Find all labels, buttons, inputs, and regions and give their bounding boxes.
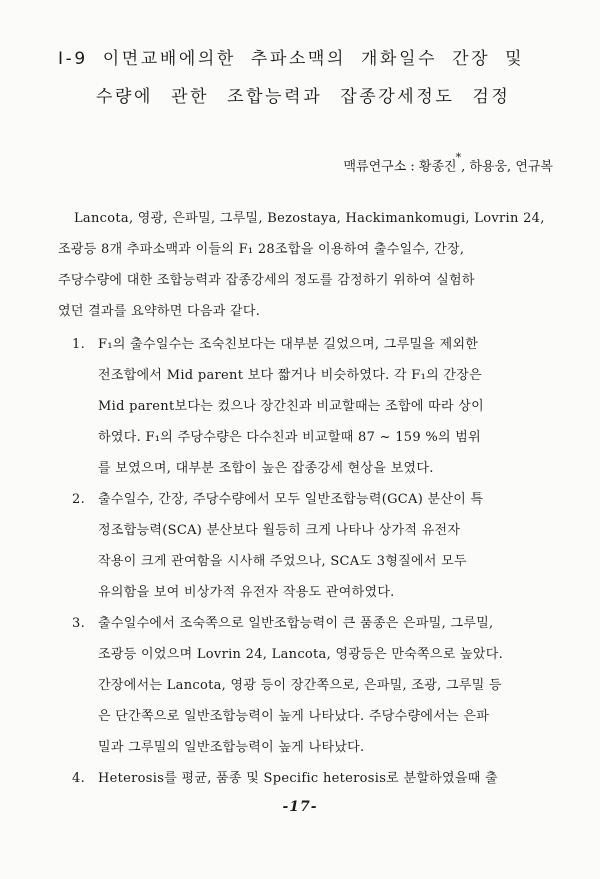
finding-item-2 [72,488,562,612]
finding-line: 은 단간쪽으로 일반조합능력이 높게 나타났다. 주당수량에서는 은파 [98,709,490,724]
finding-item-4 [72,767,562,798]
finding-line: Heterosis를 평균, 품종 및 Specific heterosis로 분할하였을때 출 [98,771,498,786]
finding-line: 를 보였으며, 대부분 조합이 높은 잡종강세 현상을 보였다. [98,461,434,476]
author-coauthors: , 하용웅, 연규복 [461,159,553,175]
finding-line: 조광등 이었으며 Lovrin 24, Lancota, 영광등은 만숙쪽으로 높았다. [98,647,504,662]
finding-line: 유의함을 보여 비상가적 유전자 작용도 관여하였다. [98,585,395,600]
title-line-2: 수량에 관한 조합능력과 잡종강세정도 검정 [96,87,511,107]
intro-paragraph [58,207,558,331]
intro-line: 조광등 8개 추파소맥과 이들의 F₁ 28조합을 이용하여 출수일수, 간장, [58,242,465,257]
intro-line: 주당수량에 대한 조합능력과 잡종강세의 정도를 감정하기 위하여 실험하 [58,273,475,288]
finding-number: 4. [72,771,86,786]
author-line [343,151,554,175]
corresponding-author-marker: * [455,151,462,164]
finding-line: 출수일수, 간장, 주당수량에서 모두 일반조합능력(GCA) 분산이 특 [98,492,484,507]
finding-item-3 [72,612,562,767]
title-line-1: I-9 이면교배에의한 추파소맥의 개화일수 간장 및 [58,49,525,69]
finding-line: F₁의 출수일수는 조숙친보다는 대부분 길었으며, 그루밀을 제외한 [98,337,479,352]
finding-line: 간장에서는 Lancota, 영광 등이 장간쪽으로, 은파밀, 조광, 그루밀 등 [98,678,502,693]
finding-line: 전조합에서 Mid parent 보다 짧거나 비슷하였다. 각 F₁의 간장은 [98,368,482,383]
finding-line: 정조합능력(SCA) 분산보다 월등히 크게 나타나 상가적 유전자 [98,523,461,538]
finding-number: 1. [72,337,86,352]
finding-number: 3. [72,616,86,631]
finding-item-1 [72,333,562,488]
intro-line: 였던 결과를 요약하면 다음과 같다. [58,304,261,319]
page-number: -17- [282,799,318,815]
intro-line: Lancota, 영광, 은파밀, 그루밀, Bezostaya, Hackimankomugi, Lovrin 24, [74,211,545,226]
finding-line: 작용이 크게 관여함을 시사해 주었으나, SCA도 3형질에서 모두 [98,554,467,569]
finding-line: 하였다. F₁의 주당수량은 다수친과 비교할때 87 ~ 159 %의 범위 [98,430,482,445]
finding-number: 2. [72,492,86,507]
findings-list [72,333,562,798]
finding-line: 출수일수에서 조숙쪽으로 일반조합능력이 큰 품종은 은파밀, 그루밀, [98,616,494,631]
author-affiliation-names: 맥류연구소 : 황종진 [343,159,457,175]
finding-line: Mid parent보다는 컸으나 장간친과 비교할때는 조합에 따라 상이 [98,399,484,414]
finding-line: 밀과 그루밀의 일반조합능력이 높게 나타났다. [98,740,365,755]
